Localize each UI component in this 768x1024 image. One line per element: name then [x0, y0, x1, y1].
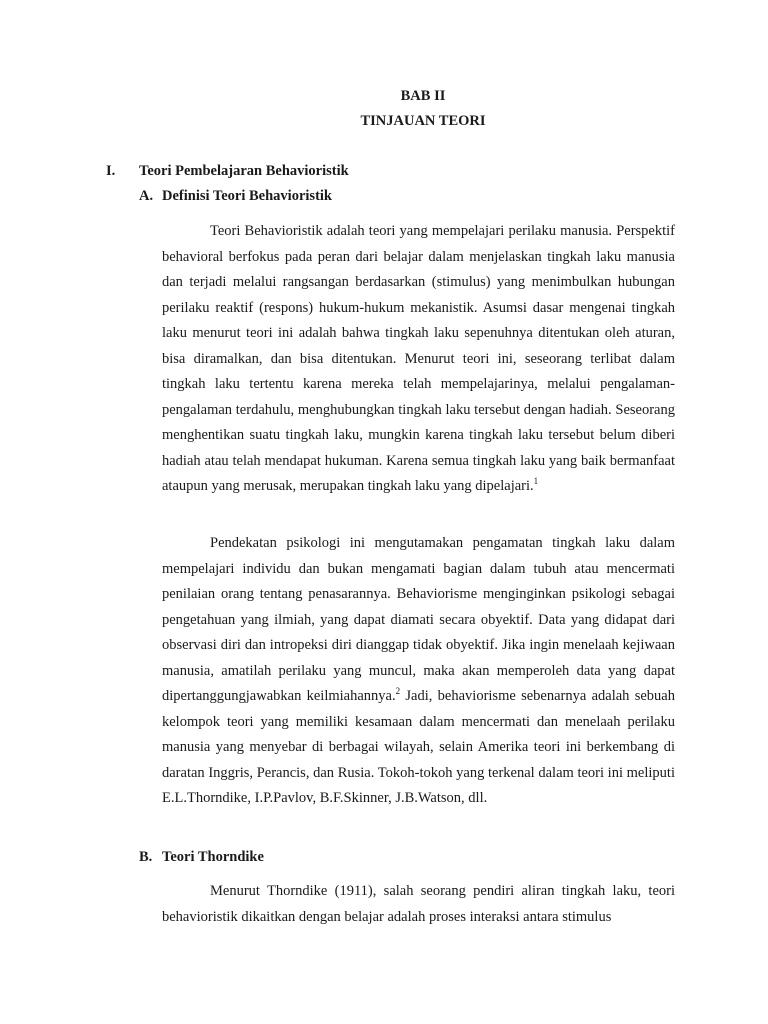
footnote-marker-2: 2	[395, 686, 401, 697]
chapter-number: BAB II	[400, 88, 446, 104]
footnote-marker-1: 1	[533, 476, 539, 487]
subsection-a-letter: A.	[139, 188, 154, 204]
paragraph-a1-text: Teori Behavioristik adalah teori yang mempelajari perilaku manusia. Perspektif behavioral berfokus pada peran dari belajar dalam menjelaskan tingkah laku manusia dan terjadi melalui rangsangan berdasarkan (stimulus) yang menimbulkan hubungan perilaku reaktif (respons) hukum-hukum mekanistik. Asumsi dasar mengenai tingkah laku menurut teori ini adalah bahwa tingkah laku sepenuhnya ditentukan oleh aturan, bisa diramalkan, dan bisa ditentukan. Menurut teori ini, seseorang terlibat dalam tingkah laku tertentu karena mereka telah mempelajarinya, melalui pengalaman-pengalaman terdahulu, menghubungkan tingkah laku tersebut dengan hadiah. Seseorang menghentikan suatu tingkah laku, mungkin karena tingkah laku tersebut belum diberi hadiah atau telah mendapat hukuman. Karena semua tingkah laku yang baik bermanfaat ataupun yang merusak, merupakan tingkah laku yang dipelajari.	[162, 223, 675, 494]
paragraph-b1-block	[162, 879, 675, 930]
subsection-b-letter: B.	[139, 849, 153, 865]
paragraph-a1	[162, 219, 675, 500]
paragraph-a2-text-after: Jadi, behaviorisme sebenarnya adalah sebuah kelompok teori yang memiliki kesamaan dalam mencermati dan menelaah perilaku manusia yang menyebar di berbagai wilayah, selain Amerika teori ini berkembang di daratan Inggris, Perancis, dan Rusia. Tokoh-tokoh yang terkenal dalam teori ini meliputi E.L.Thorndike, I.P.Pavlov, B.F.Skinner, J.B.Watson, dll.	[162, 688, 675, 806]
paragraph-a2	[162, 531, 675, 812]
chapter-title: TINJAUAN TEORI	[360, 113, 486, 129]
section-1-number: I.	[106, 163, 116, 179]
section-1-title: Teori Pembelajaran Behavioristik	[139, 163, 349, 179]
paragraph-a2-text-before: Pendekatan psikologi ini mengutamakan pengamatan tingkah laku dalam mempelajari individu dan bukan mengamati bagian dalam tubuh atau mencermati penilaian orang tentang penasarannya. Behaviorisme menginginkan psikologi sebagai pengetahuan yang ilmiah, yang dapat diamati secara obyektif. Data yang didapat dari observasi diri dan intropeksi diri dianggap tidak obyektif. Jika ingin menelaah kejiwaan manusia, amatilah perilaku yang muncul, maka akan memperoleh data yang dapat dipertanggungjawabkan keilmiahannya.	[162, 535, 675, 704]
paragraph-b1	[162, 879, 675, 930]
subsection-b-title: Teori Thorndike	[162, 849, 264, 865]
subsection-a-title: Definisi Teori Behavioristik	[162, 188, 332, 204]
paragraph-b1-text: Menurut Thorndike (1911), salah seorang pendiri aliran tingkah laku, teori behavioristik dikaitkan dengan belajar adalah proses interaksi antara stimulus	[162, 883, 675, 925]
paragraph-a2-block	[162, 531, 675, 812]
paragraph-a1-block	[162, 219, 675, 500]
